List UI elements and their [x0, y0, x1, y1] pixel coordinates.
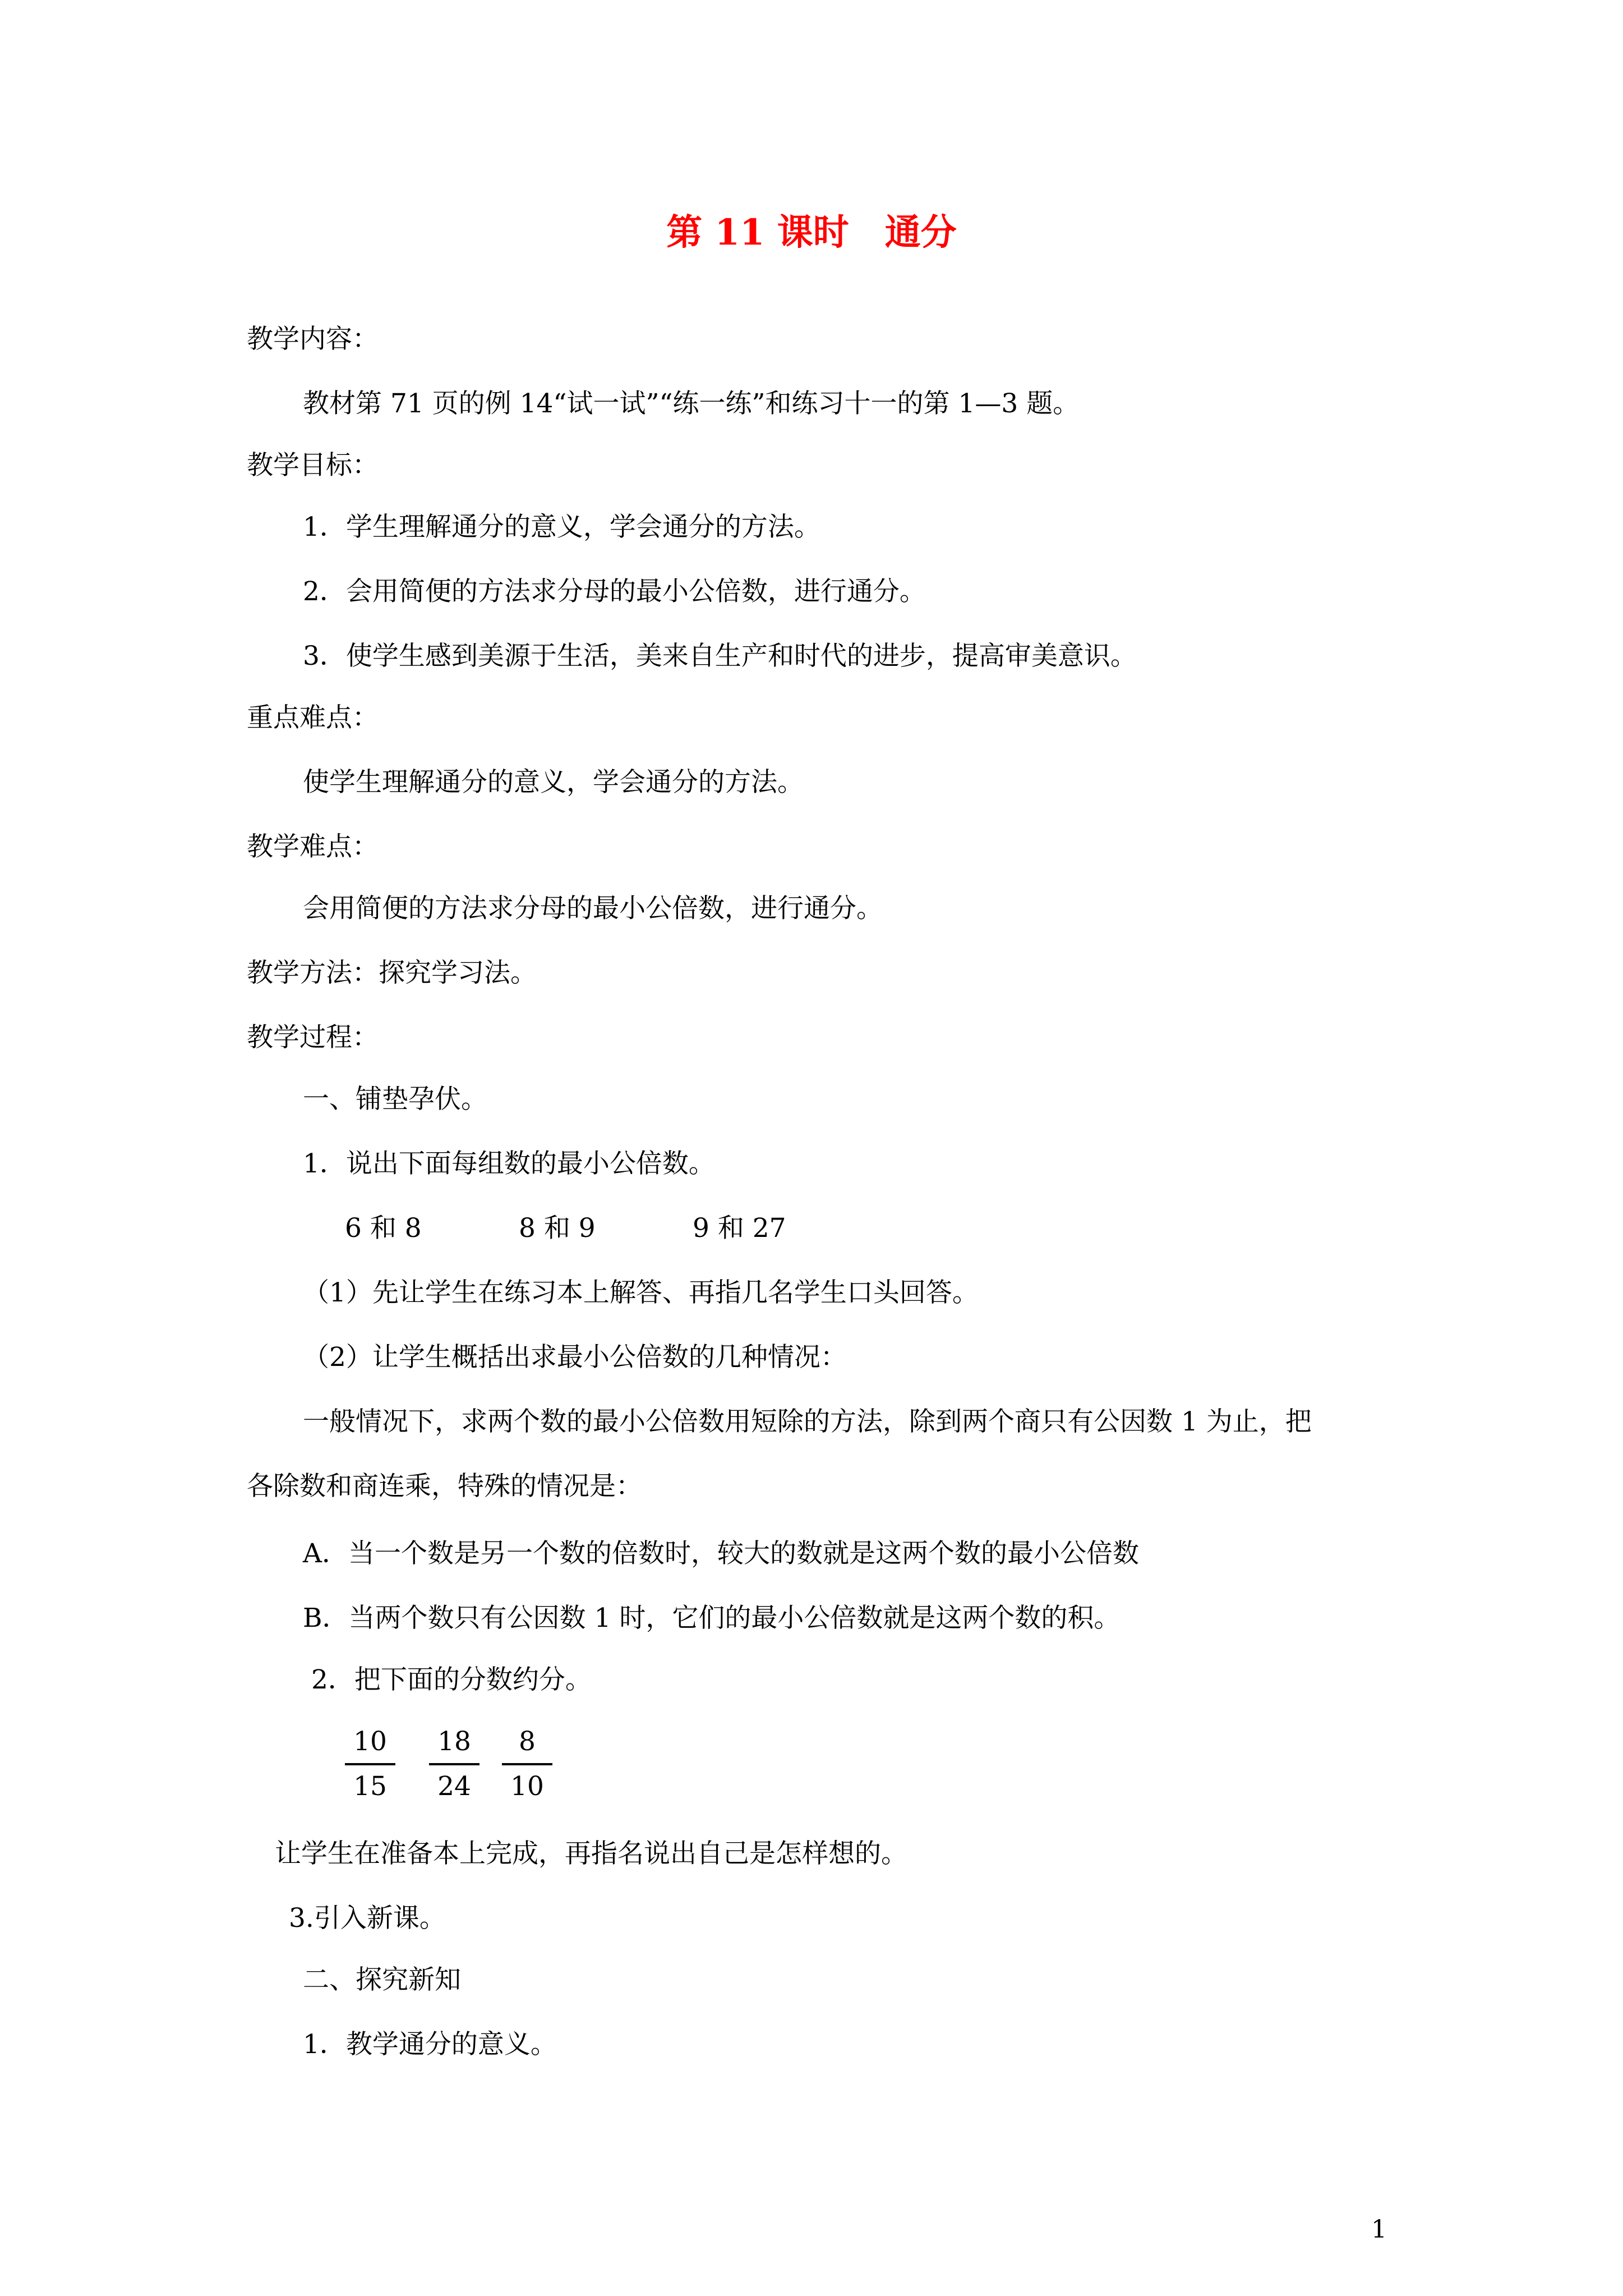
exercise-2-prompt: 2．把下面的分数约分。	[311, 1664, 592, 1695]
goal-item-2: 2．会用简便的方法求分母的最小公倍数，进行通分。	[303, 576, 926, 607]
heading-teaching-process: 教学过程：	[247, 1022, 379, 1053]
fraction-numerator: 18	[437, 1726, 471, 1757]
fraction	[429, 1725, 479, 1803]
fraction-numerator: 10	[353, 1726, 387, 1757]
teaching-method: 教学方法：探究学习法。	[247, 958, 537, 988]
number-group: 9 和 27	[693, 1213, 786, 1244]
exercise-1-prompt: 1．说出下面每组数的最小公倍数。	[303, 1148, 715, 1179]
general-case-text: 一般情况下，求两个数的最小公倍数用短除的方法，除到两个商只有公因数 1 为止，把	[303, 1406, 1312, 1437]
section-one-heading: 一、铺垫孕伏。	[303, 1084, 487, 1115]
fraction-denominator: 24	[437, 1771, 471, 1802]
fraction-numerator: 8	[519, 1726, 536, 1757]
step-1-text: （1）先让学生在练习本上解答、再指几名学生口头回答。	[303, 1277, 979, 1308]
fraction-bar	[429, 1763, 479, 1765]
fraction-denominator: 15	[353, 1771, 387, 1802]
fraction-denominator: 10	[510, 1771, 544, 1802]
number-group: 8 和 9	[519, 1213, 596, 1244]
section-two-heading: 二、探究新知	[303, 1964, 461, 1995]
step-2-text: （2）让学生概括出求最小公倍数的几种情况：	[303, 1342, 847, 1373]
section-two-item-1: 1．教学通分的意义。	[303, 2029, 557, 2060]
fraction-bar	[502, 1763, 552, 1765]
lesson-title: 第 11 课时 通分	[666, 211, 957, 254]
heading-key-points: 重点难点：	[247, 702, 379, 733]
step-3-intro: 3.引入新课。	[289, 1903, 446, 1934]
key-points-text: 使学生理解通分的意义，学会通分的方法。	[303, 767, 804, 798]
heading-teaching-goals: 教学目标：	[247, 450, 379, 481]
fraction-bar	[345, 1763, 395, 1765]
exercise-2-instruction: 让学生在准备本上完成，再指名说出自己是怎样想的。	[275, 1838, 907, 1869]
fraction	[345, 1725, 395, 1803]
fraction	[502, 1725, 552, 1803]
teaching-content-text: 教材第 71 页的例 14“试一试”“练一练”和练习十一的第 1—3 题。	[303, 388, 1080, 419]
special-case-a: A．当一个数是另一个数的倍数时，较大的数就是这两个数的最小公倍数	[303, 1538, 1139, 1569]
goal-item-3: 3．使学生感到美源于生活，美来自生产和时代的进步，提高审美意识。	[303, 641, 1137, 671]
number-group: 6 和 8	[345, 1213, 422, 1244]
page-number: 1	[1371, 2215, 1387, 2244]
general-case-text-cont: 各除数和商连乘，特殊的情况是：	[247, 1471, 642, 1502]
difficulties-text: 会用简便的方法求分母的最小公倍数，进行通分。	[303, 893, 883, 924]
special-case-b: B．当两个数只有公因数 1 时，它们的最小公倍数就是这两个数的积。	[303, 1603, 1121, 1634]
goal-item-1: 1．学生理解通分的意义，学会通分的方法。	[303, 512, 820, 542]
heading-difficulties: 教学难点：	[247, 831, 379, 862]
heading-teaching-content: 教学内容：	[247, 324, 379, 355]
